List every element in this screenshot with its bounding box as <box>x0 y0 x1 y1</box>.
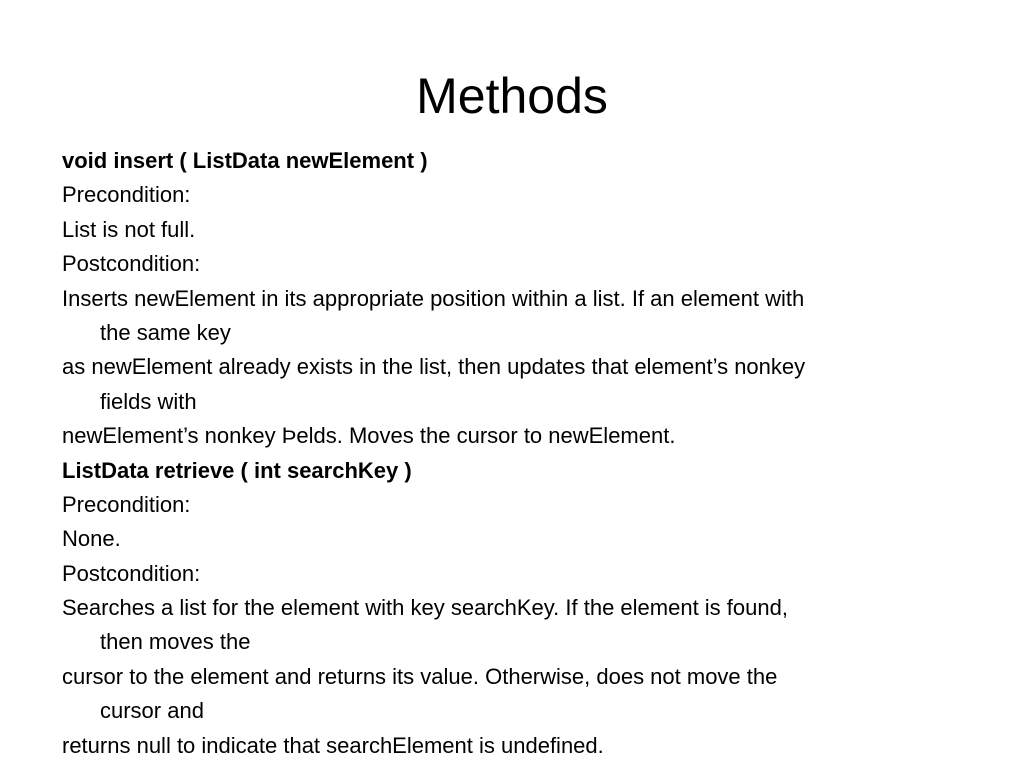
text-line: Precondition: <box>62 491 191 517</box>
text-line: returns null to indicate that searchElement is undefined. <box>62 732 604 758</box>
slide-content <box>62 144 972 763</box>
text-line: Postcondition: <box>62 560 201 586</box>
text-line: Precondition: <box>62 182 191 208</box>
text-line-continuation: cursor and <box>100 698 204 724</box>
text-line: Postcondition: <box>62 251 201 277</box>
text-line: Inserts newElement in its appropriate position within a list. If an element with <box>62 285 805 311</box>
text-line: as newElement already exists in the list, then updates that element’s nonkey <box>62 354 806 380</box>
method-signature-retrieve: ListData retrieve ( int searchKey ) <box>62 457 412 483</box>
text-line: Searches a list for the element with key searchKey. If the element is found, <box>62 595 788 621</box>
slide-title: Methods <box>416 68 608 124</box>
method-signature-insert: void insert ( ListData newElement ) <box>62 148 428 173</box>
text-line: List is not full. <box>62 216 196 242</box>
text-line: None. <box>62 526 121 552</box>
text-line-continuation: the same key <box>100 319 231 345</box>
text-line-continuation: fields with <box>100 388 197 414</box>
text-line-continuation: then moves the <box>100 629 251 655</box>
text-line: newElement’s nonkey Þelds. Moves the cursor to newElement. <box>62 423 676 449</box>
text-line: cursor to the element and returns its value. Otherwise, does not move the <box>62 663 778 689</box>
